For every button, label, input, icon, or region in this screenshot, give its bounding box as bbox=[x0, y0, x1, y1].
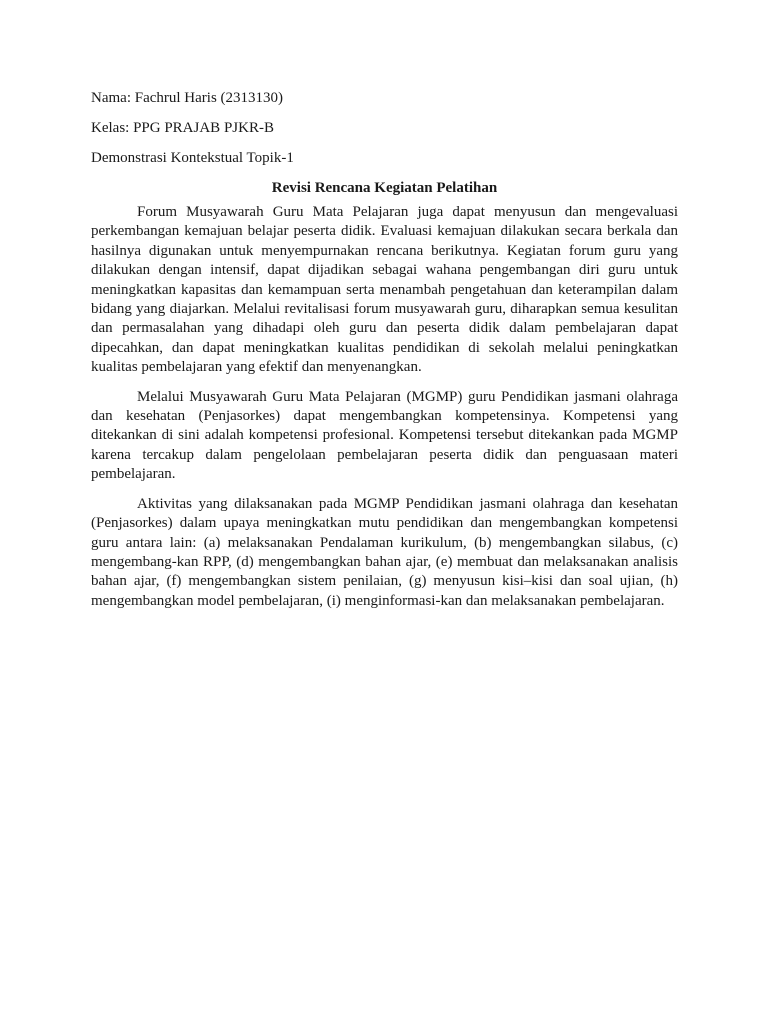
document-page bbox=[91, 88, 678, 621]
student-name: Nama: Fachrul Haris (2313130) bbox=[91, 90, 284, 106]
body-paragraph-2: Melalui Musyawarah Guru Mata Pelajaran (MGMP) guru Pendidikan jasmani olahraga dan kesehatan (Penjasorkes) dapat mengembangkan kompetensinya. Kompetensi yang ditekankan di sini adalah kompetensi profesional. Kompetensi tersebut ditekankan pada MGMP karena tercakup dalam pengelolaan pembelajaran peserta didik dan penguasaan materi pembelajaran. bbox=[91, 388, 678, 483]
body-paragraph-3: Aktivitas yang dilaksanakan pada MGMP Pendidikan jasmani olahraga dan kesehatan (Penjasorkes) dalam upaya meningkatkan mutu pendidikan dan mengembangkan kompetensi guru antara lain: (a) melaksanakan Pendalaman kurikulum, (b) mengembangkan silabus, (c) mengembang-kan RPP, (d) mengembangkan bahan ajar, (e) membuat dan melaksanakan analisis bahan ajar, (f) mengembangkan sistem penilaian, (g) menyusun kisi–kisi dan soal ujian, (h) mengembangkan model pembelajaran, (i) menginformasi-kan dan melaksanakan pembelajaran. bbox=[91, 495, 678, 609]
student-class: Kelas: PPG PRAJAB PJKR-B bbox=[91, 120, 274, 136]
body-paragraph-1: Forum Musyawarah Guru Mata Pelajaran juga dapat menyusun dan mengevaluasi perkembangan kemajuan belajar peserta didik. Evaluasi kemajuan dilakukan secara berkala dan hasilnya digunakan untuk menyempurnakan rencana berikutnya. Kegiatan forum guru yang dilakukan dengan intensif, dapat dijadikan sebagai wahana pengembangan diri guru untuk meningkatkan kapasitas dan kemampuan serta menambah pengetahuan dan keterampilan dalam bidang yang diajarkan. Melalui revitalisasi forum musyawarah guru, diharapkan semua kesulitan dan permasalahan yang dihadapi oleh guru dan peserta didik dalam pembelajaran dapat dipecahkan, dan dapat meningkatkan kualitas pendidikan di sekolah melalui peningkatkan kualitas pembelajaran yang efektif dan menyenangkan. bbox=[91, 204, 678, 376]
topic-line: Demonstrasi Kontekstual Topik-1 bbox=[91, 150, 294, 166]
document-title: Revisi Rencana Kegiatan Pelatihan bbox=[271, 180, 498, 196]
